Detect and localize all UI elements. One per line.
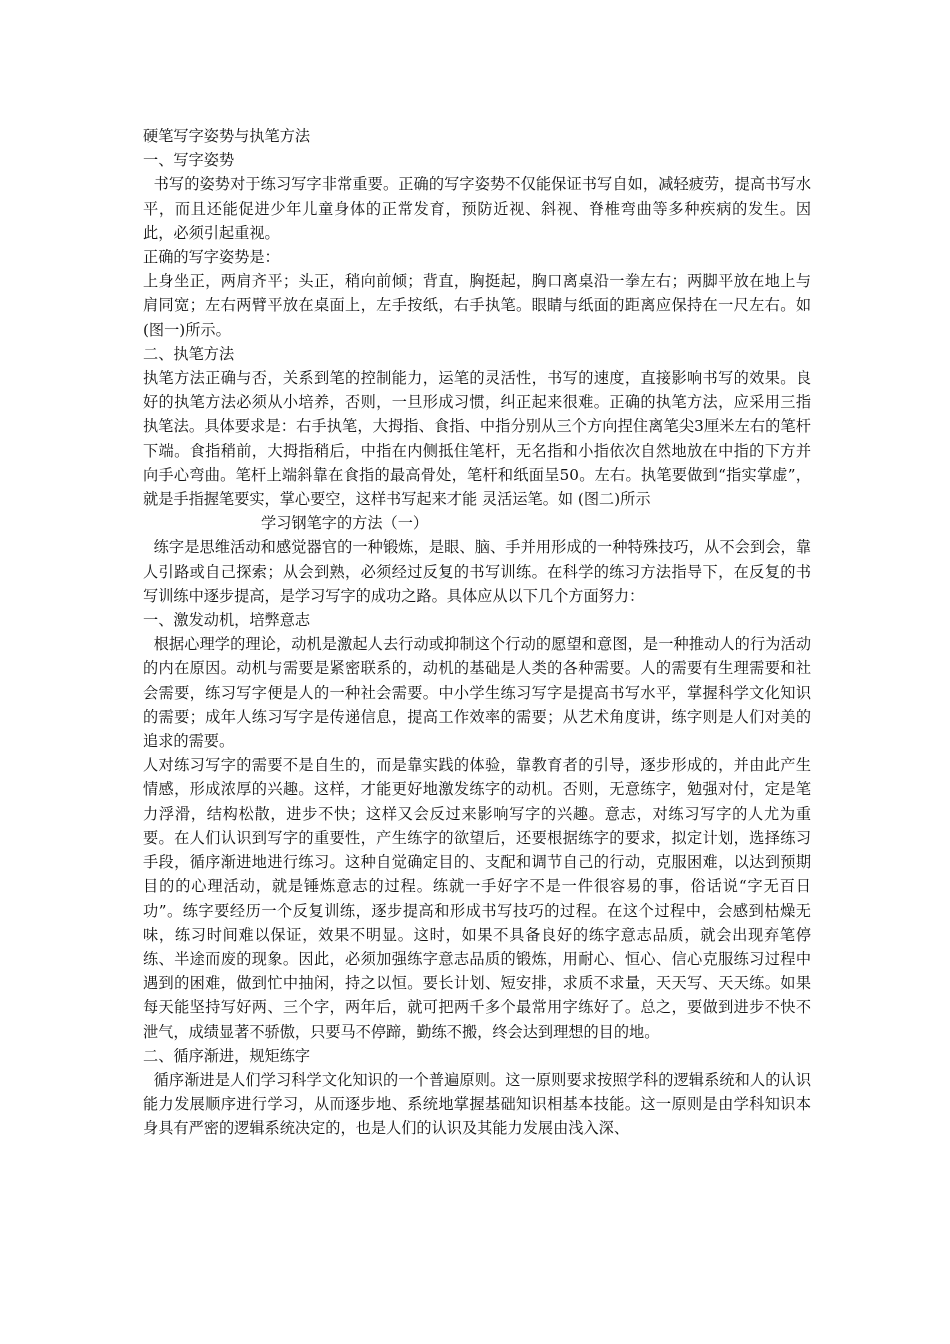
paragraph-posture-label: 正确的写字姿势是： (143, 248, 280, 267)
section-heading-motivation: 一、激发动机，培弊意志 (143, 611, 311, 630)
paragraph-pen-holding: 执笔方法正确与否，关系到笔的控制能力，运笔的灵活性，书写的速度，直接影响书写的效果。良好的执笔方法必须从小培养，否则，一旦形成习惯，纠正起来很难。正确的执笔方法，应采用三指执笔法。具体要求是：右手执笔，大拇指、食指、中指分别从三个方向捏住离笔尖3厘米左右的笔杆下端。食指稍前，大拇指稍后，中指在内侧抵住笔杆，无名指和小指依次自然地放在中指的下方并向手心弯曲。笔杆上端斜靠在食指的最高骨处，笔杆和纸面呈50。左右。执笔要做到“指实掌虚”，就是手指握笔要实，掌心要空，这样书写起来才能 灵活运笔。如 (图二)所示 (143, 369, 811, 509)
paragraph-step-by-step: 循序渐进是人们学习科学文化知识的一个普遍原则。这一原则要求按照学科的逻辑系统和人的认识能力发展顺序进行学习，从而逐步地、系统地掌握基础知识相基本技能。这一原则是由学科知识本身具有严密的逻辑系统决定的，也是人们的认识及其能力发展由浅入深、 (143, 1070, 811, 1138)
paragraph-motivation-theory: 根据心理学的理论，动机是激起人去行动或抑制这个行动的愿望和意图，是一种推动人的行为活动的内在原因。动机与需要是紧密联系的，动机的基础是人类的各种需要。人的需要有生理需要和社会需要，练习写字便是人的一种社会需要。中小学生练习写字是提高书写水平，掌握科学文化知识的需要；成年人练习写字是传递信息，提高工作效率的需要；从艺术角度讲，练字则是人们对美的追求的需要。 (143, 635, 811, 751)
section-heading-pen-holding: 二、执笔方法 (143, 344, 235, 363)
paragraph-posture-importance: 书写的姿势对于练习写字非常重要。正确的写字姿势不仅能保证书写自如，减轻疲劳，提高书写水平，而且还能促进少年儿童身体的正常发育，预防近视、斜视、脊椎弯曲等多种疾病的发生。因此，必须引起重视。 (143, 175, 811, 242)
paragraph-intro: 练字是思维活动和感觉器官的一种锻炼，是眼、脑、手并用形成的一种特殊技巧，从不会到会，靠人引路或自己探索；从会到熟，必须经过反复的书写训练。在科学的练习方法指导下，在反复的书写训练中逐步提高，是学习写字的成功之路。具体应从以下几个方面努力： (143, 538, 811, 605)
paragraph-motivation-will: 人对练习写字的需要不是自生的，而是靠实践的体验，靠教育者的引导，逐步形成的，并由此产生情感，形成浓厚的兴趣。这样，才能更好地激发练字的动机。否则，无意练字，勉强对付，定是笔力浮滑，结构松散，进步不快；这样又会反过来影响写字的兴趣。意志，对练习写字的人尤为重要。在人们认识到写字的重要性，产生练字的欲望后，还要根据练字的要求，拟定计划，选择练习手段，循序渐进地进行练习。这种自觉确定目的、支配和调节自己的行动，克服困难，以达到预期目的的心理活动，就是锤炼意志的过程。练就一手好字不是一件很容易的事，俗话说“字无百日功”。练字要经历一个反复训练，逐步提高和形成书写技巧的过程。在这个过程中，会感到枯燥无味，练习时间难以保证，效果不明显。这时，如果不具备良好的练字意志品质，就会出现弃笔停练、半途而废的现象。因此，必须加强练字意志品质的锻炼，用耐心、恒心、信心克服练习过程中遇到的困难，做到忙中抽闲，持之以恒。要长计划、短安排，求质不求量，天天写、天天练。如果每天能坚持写好两、三个字，两年后，就可把两千多个最常用字练好了。总之，要做到进步不快不泄气，成绩显著不骄傲，只要马不停蹄，勤练不搬，终会达到理想的目的地。 (143, 756, 811, 1041)
document-body (143, 124, 811, 1141)
section-heading-step-by-step: 二、循序渐进，规矩练字 (143, 1046, 311, 1065)
document-title: 硬笔写字姿势与执笔方法 (143, 127, 311, 145)
part-title: 学习钢笔字的方法（一） (261, 514, 429, 533)
paragraph-posture-details: 上身坐正，两肩齐平；头正，稍向前倾；背直，胸挺起，胸口离桌沿一拳左右；两脚平放在地上与肩同宽；左右两臂平放在桌面上，左手按纸，右手执笔。眼睛与纸面的距离应保持在一尺左右。如(图一)所示。 (143, 272, 811, 339)
section-heading-writing-posture: 一、写字姿势 (143, 151, 235, 170)
